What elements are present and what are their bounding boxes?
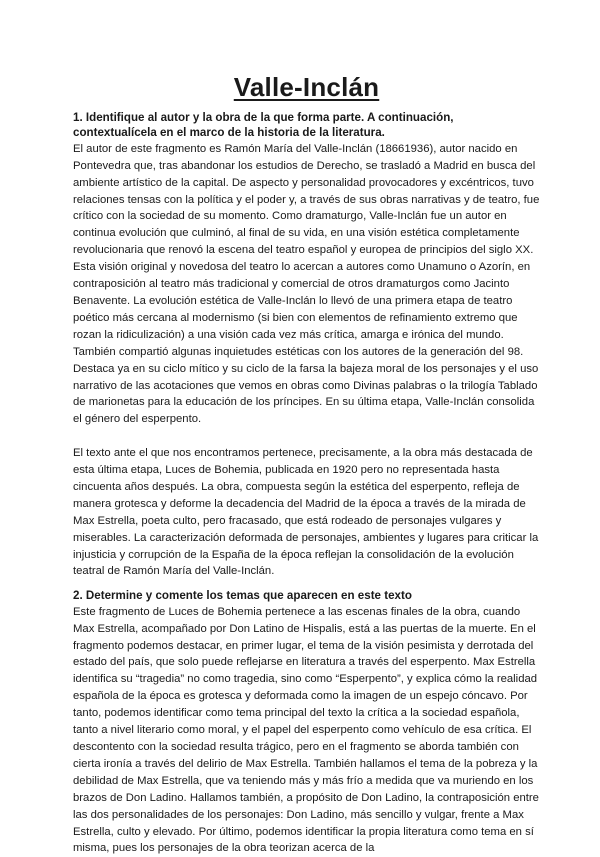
section-1-paragraph-1: El autor de este fragmento es Ramón María del Valle-Inclán (18661936), autor nacido en Pontevedra que, tras abandonar los estudios de Derecho, se trasladó a Madrid en busca del ambiente artístico de la capital. De aspecto y personalidad provocadores y excéntricos, tuvo relaciones tensas con la política y el poder y, a través de sus obras narrativas y de teatro, fue crítico con la sociedad de su momento. Como dramaturgo, Valle-Inclán fue un autor en continua evolución que culminó, al final de su vida, en una visión estética completamente revolucionaria que renovó la escena del teatro español y europea de principios del siglo XX. Esta visión original y novedosa del teatro lo acercan a autores como Unamuno o Azorín, en contraposición al teatro más tradicional y comercial de otros dramaturgos como Jacinto Benavente. La evolución estética de Valle-Inclán lo llevó de una primera etapa de teatro poético más cercana al modernismo (si bien con elementos de refinamiento extremo que rozan la ridiculización) a una visión cada vez más crítica, amarga e irónica del mundo. También compartió algunas inquietudes estéticas con los autores de la generación del 98. Destaca ya en su ciclo mítico y su ciclo de la farsa la bajeza moral de los personajes y el uso narrativo de las acotaciones que vemos en obras como Divinas palabras o la trilogía Tablado de marionetas para la educación de los príncipes. En su última etapa, Valle-Inclán consolida el género del esperpento. bbox=[73, 142, 540, 426]
document-title: Valle-Inclán bbox=[233, 72, 380, 102]
paragraph-spacer bbox=[73, 428, 540, 445]
section-spacer bbox=[73, 580, 540, 588]
section-1-paragraph-2: El texto ante el que nos encontramos pertenece, precisamente, a la obra más destacada de esta última etapa, Luces de Bohemia, publicada en 1920 pero no representada hasta cincuenta años después. La obra, compuesta según la estética del esperpento, refleja de manera grotesca y deforme la decadencia del Madrid de la época a través de la mirada de Max Estrella, poeta culto, pero fracasado, que está rodeado de personajes vulgares y miserables. La caracterización deformada de personajes, ambientes y lugares para criticar la injusticia y corrupción de la España de la época reflejan la consolidación de la evolución teatral de Ramón María del Valle-Inclán. bbox=[73, 447, 539, 578]
section-2-heading: 2. Determine y comente los temas que aparecen en este texto bbox=[73, 589, 412, 603]
section-2-paragraph-1: Este fragmento de Luces de Bohemia pertenece a las escenas finales de la obra, cuando Max Estrella, acompañado por Don Latino de Hispalis, está a las puertas de la muerte. En el fragmento podemos destacar, en primer lugar, el tema de la visión pesimista y derrotada del estado del país, que solo puede reflejarse en literatura a través del esperpento. Max Estrella identifica su “tragedia” no como tragedia, sino como “Esperpento”, y explica cómo la realidad española de la época es grotesca y deformada como la imagen de un espejo cóncavo. Por tanto, podemos identificar como tema principal del texto la crítica a la sociedad española, tanto a nivel literario como moral, y el papel del esperpento como vehículo de esa crítica. El descontento con la sociedad resulta trágico, pero en el fragmento se aborda también con cierta ironía a través del delirio de Max Estrella. También hallamos el tema de la pobreza y la debilidad de Max Estrella, que va teniendo más y más frío a medida que va muriendo en los brazos de Don Ladino. Hallamos también, a propósito de Don Ladino, la contraposición entre las dos personalidades de los personajes: Don Ladino, más sencillo y vulgar, frente a Max Estrella, culto y elevado. Por último, podemos identificar la propia literatura como tema en sí misma, pues los personajes de la obra teorizan acerca de la bbox=[73, 605, 539, 855]
section-1-heading: 1. Identifique al autor y la obra de la que forma parte. A continuación, contextualícela en el marco de la historia de la literatura. bbox=[73, 111, 454, 140]
section-1 bbox=[73, 110, 540, 580]
section-2 bbox=[73, 588, 540, 857]
